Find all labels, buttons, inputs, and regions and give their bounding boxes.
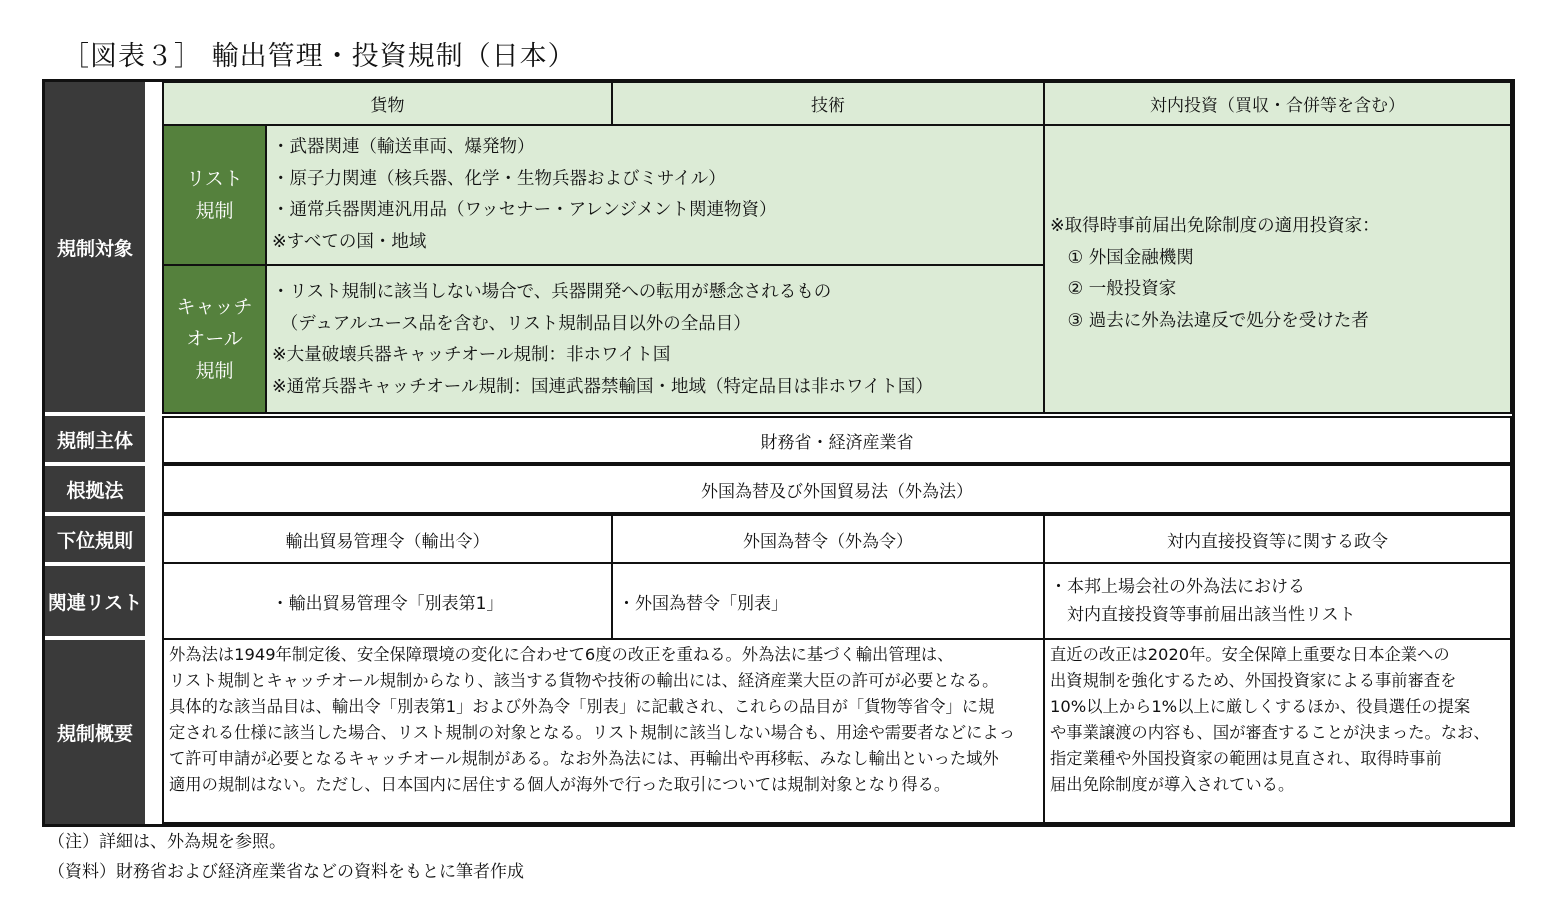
summary-line: 直近の改正は2020年。安全保障上重要な日本企業への <box>1050 645 1450 664</box>
list-item: ③ 過去に外為法違反で処分を受けた者 <box>1050 310 1369 331</box>
summary-line: 出資規制を強化するため、外国投資家による事前審査を <box>1050 671 1457 690</box>
list-item: ・リスト規制に該当しない場合で、兵器開発への転用が懸念されるもの <box>272 282 832 302</box>
related-list-inward-line: 対内直接投資等事前届出該当性リスト <box>1050 605 1356 625</box>
list-item: ※取得時事前届出免除制度の適用投資家： <box>1050 216 1380 236</box>
inward-target <box>1043 124 1512 414</box>
summary-line: 適用の規制はない。ただし、日本国内に居住する個人が海外で行った取引については規制対象となり得る。 <box>169 775 951 794</box>
summary-line: て許可申請が必要となるキャッチオール規制がある。なお外為法には、再輸出や再移転、みなし輸出といった域外 <box>169 749 999 768</box>
label-list-regulation-1: リスト <box>186 168 243 190</box>
label-catchall-1: キャッチ <box>176 296 253 318</box>
summary-line: 定される仕様に該当した場合、リスト規制の対象となる。リスト規制に該当しない場合も、用途や需要者などによっ <box>169 723 1015 742</box>
page-title: ［図表３］ 輸出管理・投資規制（日本） <box>62 41 576 72</box>
related-list-inward-line: ・本邦上場会社の外為法における <box>1050 577 1305 597</box>
summary-line: 外為法は1949年制定後、安全保障環境の変化に合わせて6度の改正を重ねる。外為法に基づく輸出管理は、 <box>169 645 954 664</box>
related-list-goods: ・輸出貿易管理令「別表第1」 <box>162 562 613 640</box>
label-catchall-3: 規制 <box>195 360 234 382</box>
law-cell: 外国為替及び外国貿易法（外為法） <box>162 464 1512 514</box>
list-item: ※大量破壊兵器キャッチオール規制：非ホワイト国 <box>272 345 671 365</box>
row-label-target: 規制対象 <box>45 82 145 412</box>
row-label-related-list: 関連リスト <box>45 566 145 636</box>
sub-rule-tech: 外国為替令（外為令） <box>611 514 1045 564</box>
related-list-tech: ・外国為替令「別表」 <box>611 562 1045 640</box>
summary-line: リスト規制とキャッチオール規制からなり、該当する貨物や技術の輸出には、経済産業大臣の許可が必要となる。 <box>169 671 999 690</box>
header-goods: 貨物 <box>162 81 613 126</box>
summary-line: 届出免除制度が導入されている。 <box>1050 775 1295 794</box>
list-item: （デュアルユース品を含む、リスト規制品目以外の全品目） <box>272 313 751 334</box>
row-label-authority: 規制主体 <box>45 416 145 462</box>
row-label-sub-rules: 下位規則 <box>45 516 145 562</box>
related-list-inward <box>1043 562 1512 640</box>
footnote-note: （注）詳細は、外為規を参照。 <box>48 832 286 852</box>
summary-line: や事業譲渡の内容も、国が審査することが決まった。なお、 <box>1050 723 1490 742</box>
list-item: ・武器関連（輸送車両、爆発物） <box>272 137 535 157</box>
summary-export <box>162 638 1045 824</box>
list-item: ② 一般投資家 <box>1050 279 1177 299</box>
summary-line: 指定業種や外国投資家の範囲は見直され、取得時事前 <box>1050 749 1442 768</box>
list-item: ※すべての国・地域 <box>272 231 427 252</box>
summary-line: 10%以上から1%以上に厳しくするほか、役員選任の提案 <box>1050 697 1471 716</box>
summary-inward <box>1043 638 1512 824</box>
list-item: ・原子力関連（核兵器、化学・生物兵器およびミサイル） <box>272 168 726 189</box>
label-catchall-2: オール <box>186 328 243 350</box>
row-label-law: 根拠法 <box>45 466 145 512</box>
list-regulation-items <box>265 124 1045 266</box>
list-item: ・通常兵器関連汎用品（ワッセナー・アレンジメント関連物資） <box>272 200 777 220</box>
footnote-source: （資料）財務省および経済産業省などの資料をもとに筆者作成 <box>48 862 524 882</box>
header-tech: 技術 <box>611 81 1045 126</box>
list-item: ※通常兵器キャッチオール規制：国連武器禁輸国・地域（特定品目は非ホワイト国） <box>272 376 933 397</box>
gutter <box>145 82 161 824</box>
catchall-items <box>265 264 1045 414</box>
header-inward: 対内投資（買収・合併等を含む） <box>1043 81 1512 126</box>
label-list-regulation <box>162 124 267 266</box>
authority-cell: 財務省・経済産業省 <box>162 416 1512 464</box>
label-catchall-regulation <box>162 264 267 414</box>
list-item: ① 外国金融機関 <box>1050 247 1194 268</box>
sub-rule-goods: 輸出貿易管理令（輸出令） <box>162 514 613 564</box>
sub-rule-inward: 対内直接投資等に関する政令 <box>1043 514 1512 564</box>
label-list-regulation-2: 規制 <box>195 200 234 222</box>
summary-line: 具体的な該当品目は、輸出令「別表第1」および外為令「別表」に記載され、これらの品目が「貨物等省令」に規 <box>169 697 995 716</box>
row-label-summary: 規制概要 <box>45 640 145 824</box>
